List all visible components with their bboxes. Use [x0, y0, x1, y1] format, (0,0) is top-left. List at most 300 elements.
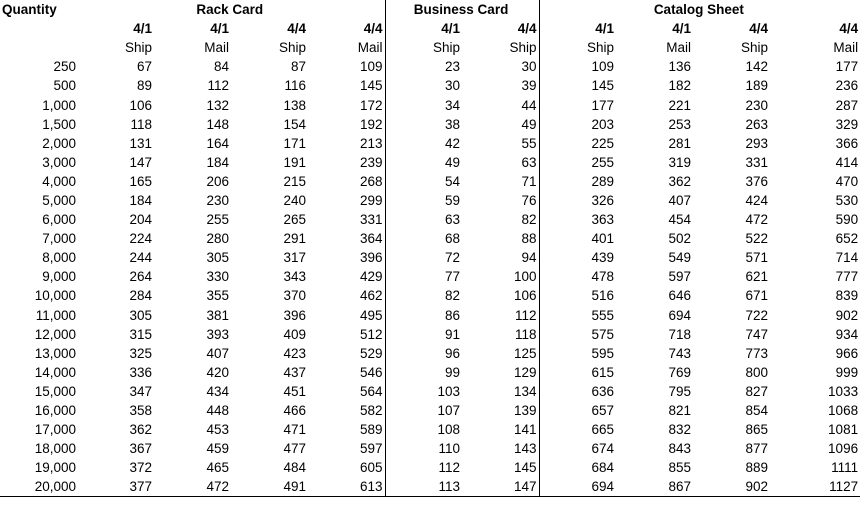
price-cell: 116 [284, 78, 306, 94]
price-cell: 453 [206, 422, 229, 438]
method-header: Ship [385, 38, 462, 57]
price-cell: 84 [213, 59, 229, 75]
price-cell: 164 [206, 135, 229, 151]
price-cell: 177 [539, 95, 616, 114]
price-cell: 777 [835, 269, 859, 285]
price-cell: 287 [835, 97, 859, 113]
price-cell: 966 [835, 345, 859, 361]
price-cell: 55 [521, 135, 537, 151]
price-cell: 358 [129, 403, 152, 419]
price-cell: 88 [521, 231, 537, 247]
price-cell: 265 [283, 212, 306, 228]
price-cell: 363 [539, 210, 616, 229]
price-cell: 206 [206, 173, 229, 189]
price-cell: 112 [207, 78, 229, 94]
method-header: Ship [539, 38, 616, 57]
table-row [0, 382, 860, 401]
price-cell: 549 [668, 250, 692, 266]
price-cell: 575 [539, 325, 616, 344]
quantity-cell: 6,000 [42, 212, 76, 228]
price-cell: 76 [521, 192, 537, 208]
price-cell: 177 [835, 59, 859, 75]
method-header: Ship [124, 40, 152, 56]
price-cell: 595 [539, 344, 616, 363]
price-cell: 106 [514, 288, 537, 304]
price-cell: 377 [77, 477, 154, 497]
quantity-cell: 3,000 [42, 154, 76, 170]
price-cell: 367 [129, 441, 152, 457]
price-cell: 546 [360, 364, 383, 380]
price-cell: 832 [668, 422, 692, 438]
price-cell: 191 [283, 154, 306, 170]
price-cell: 396 [360, 250, 383, 266]
quantity-cell: 13,000 [34, 345, 76, 361]
price-cell: 478 [539, 267, 616, 286]
quantity-cell: 4,000 [42, 173, 76, 189]
price-cell: 71 [521, 173, 537, 189]
price-cell: 472 [154, 477, 231, 497]
price-cell: 522 [745, 231, 769, 247]
group-header-business-card: Business Card [385, 0, 539, 19]
price-cell: 263 [745, 116, 769, 132]
price-cell: 63 [385, 210, 462, 229]
price-cell: 147 [129, 154, 152, 170]
price-cell: 30 [385, 76, 462, 95]
price-cell: 376 [745, 173, 769, 189]
color-header: 4/1 [210, 21, 229, 37]
quantity-cell: 16,000 [34, 403, 76, 419]
price-cell: 1033 [828, 383, 859, 399]
quantity-cell: 10,000 [34, 288, 76, 304]
price-cell: 477 [283, 441, 306, 457]
price-cell: 582 [360, 403, 383, 419]
table-row [0, 420, 860, 439]
price-cell: 325 [129, 345, 152, 361]
price-cell: 439 [539, 248, 616, 267]
price-cell: 118 [515, 326, 537, 342]
price-cell: 42 [385, 134, 462, 153]
price-cell: 555 [539, 306, 616, 325]
price-cell: 999 [835, 364, 859, 380]
table-row [0, 325, 860, 344]
price-cell: 299 [360, 192, 383, 208]
price-cell: 165 [129, 173, 152, 189]
price-cell: 407 [668, 192, 692, 208]
price-cell: 109 [539, 57, 616, 76]
method-header: Ship [741, 40, 769, 56]
price-cell: 77 [385, 267, 462, 286]
price-cell: 420 [206, 364, 229, 380]
price-cell: 125 [514, 345, 537, 361]
price-cell: 1081 [828, 422, 859, 438]
price-cell: 138 [283, 97, 306, 113]
price-cell: 204 [129, 212, 152, 228]
price-cell: 230 [206, 192, 229, 208]
price-cell: 665 [539, 420, 616, 439]
price-cell: 63 [521, 154, 537, 170]
price-cell: 284 [129, 288, 152, 304]
price-cell: 87 [290, 59, 306, 75]
color-header: 4/4 [363, 21, 383, 37]
price-cell: 94 [521, 250, 537, 266]
table-row [0, 267, 860, 286]
price-cell: 264 [129, 269, 152, 285]
price-cell: 902 [835, 307, 859, 323]
color-header: 4/1 [385, 19, 462, 38]
price-cell: 502 [668, 231, 692, 247]
quantity-cell: 5,000 [42, 192, 76, 208]
price-cell: 49 [385, 153, 462, 172]
quantity-cell: 12,000 [34, 326, 76, 342]
price-cell: 189 [745, 78, 769, 94]
price-cell: 23 [385, 57, 462, 76]
price-cell: 657 [539, 401, 616, 420]
group-header-rack-card: Rack Card [196, 2, 264, 18]
price-cell: 112 [385, 458, 462, 477]
price-cell: 429 [360, 269, 383, 285]
quantity-cell: 19,000 [34, 460, 76, 476]
price-cell: 72 [385, 248, 462, 267]
quantity-cell: 8,000 [42, 250, 76, 266]
method-header: Ship [509, 40, 537, 56]
price-cell: 331 [360, 212, 383, 228]
price-cell: 747 [745, 326, 769, 342]
price-cell: 684 [539, 458, 616, 477]
quantity-cell: 14,000 [34, 364, 76, 380]
price-cell: 230 [745, 97, 769, 113]
price-cell: 112 [515, 307, 537, 323]
quantity-cell: 250 [53, 59, 76, 75]
quantity-cell: 1,000 [42, 97, 76, 113]
price-cell: 109 [360, 59, 383, 75]
table-row [0, 153, 860, 172]
price-cell: 255 [539, 153, 616, 172]
quantity-cell: 500 [53, 78, 76, 94]
table-row [0, 172, 860, 191]
price-cell: 192 [360, 116, 383, 132]
color-header: 4/4 [517, 21, 537, 37]
price-cell: 34 [385, 95, 462, 114]
price-cell: 795 [668, 383, 692, 399]
price-cell: 184 [129, 192, 152, 208]
color-header: 4/1 [672, 21, 692, 37]
price-cell: 244 [129, 250, 152, 266]
price-cell: 347 [129, 383, 152, 399]
price-cell: 839 [835, 288, 859, 304]
table-row [0, 439, 860, 458]
price-cell: 366 [835, 135, 859, 151]
price-cell: 326 [539, 191, 616, 210]
price-cell: 401 [539, 229, 616, 248]
price-cell: 827 [745, 383, 769, 399]
price-cell: 89 [136, 78, 152, 94]
price-cell: 280 [206, 231, 229, 247]
price-cell: 451 [283, 383, 306, 399]
method-header: Mail [833, 40, 859, 56]
price-cell: 305 [129, 307, 152, 323]
price-cell: 225 [539, 134, 616, 153]
price-cell: 769 [668, 364, 692, 380]
price-cell: 184 [206, 154, 229, 170]
table-row [0, 229, 860, 248]
price-cell: 646 [668, 288, 692, 304]
price-cell: 141 [514, 422, 537, 438]
price-cell: 91 [385, 325, 462, 344]
price-cell: 118 [130, 116, 152, 132]
price-cell: 714 [835, 250, 859, 266]
price-cell: 590 [835, 212, 859, 228]
price-cell: 393 [206, 326, 229, 342]
color-header: 4/4 [839, 21, 859, 37]
table-row [0, 458, 860, 477]
price-cell: 530 [835, 192, 859, 208]
price-cell: 843 [668, 441, 692, 457]
price-cell: 462 [360, 288, 383, 304]
price-cell: 139 [514, 403, 537, 419]
price-cell: 143 [514, 441, 537, 457]
price-cell: 132 [206, 97, 229, 113]
price-cell: 448 [206, 403, 229, 419]
price-cell: 889 [745, 460, 769, 476]
table-row [0, 57, 860, 76]
table-row [0, 115, 860, 134]
price-cell: 86 [385, 306, 462, 325]
price-cell: 466 [283, 403, 306, 419]
table-row [0, 248, 860, 267]
price-cell: 68 [385, 229, 462, 248]
price-cell: 396 [283, 307, 306, 323]
price-cell: 147 [462, 477, 539, 497]
quantity-header: Quantity [2, 2, 57, 18]
price-cell: 255 [206, 212, 229, 228]
price-cell: 423 [283, 345, 306, 361]
price-cell: 305 [206, 250, 229, 266]
price-cell: 621 [745, 269, 769, 285]
price-cell: 293 [745, 135, 769, 151]
price-cell: 103 [385, 382, 462, 401]
table-row [0, 477, 860, 497]
price-cell: 317 [283, 250, 306, 266]
price-cell: 39 [521, 78, 537, 94]
price-cell: 1096 [828, 441, 859, 457]
price-cell: 145 [360, 78, 383, 94]
price-cell: 674 [539, 439, 616, 458]
price-cell: 343 [283, 269, 306, 285]
price-cell: 597 [668, 269, 692, 285]
price-cell: 99 [385, 363, 462, 382]
price-cell: 224 [129, 231, 152, 247]
price-cell: 319 [668, 154, 692, 170]
color-header-row [0, 19, 860, 38]
quantity-cell: 11,000 [35, 307, 76, 323]
table-row [0, 286, 860, 305]
price-cell: 108 [385, 420, 462, 439]
empty-cell [0, 19, 77, 38]
pricing-table-body [0, 57, 860, 497]
price-cell: 459 [206, 441, 229, 457]
price-cell: 491 [231, 477, 308, 497]
method-header: Ship [278, 40, 306, 56]
price-cell: 381 [206, 307, 229, 323]
price-cell: 1127 [770, 477, 860, 497]
price-cell: 59 [385, 191, 462, 210]
price-cell: 437 [283, 364, 306, 380]
price-cell: 512 [360, 326, 383, 342]
table-row [0, 134, 860, 153]
price-cell: 54 [385, 172, 462, 191]
price-cell: 203 [539, 115, 616, 134]
price-cell: 38 [385, 115, 462, 134]
price-cell: 142 [745, 59, 769, 75]
price-cell: 671 [745, 288, 769, 304]
price-cell: 372 [129, 460, 152, 476]
group-header-catalog-sheet: Catalog Sheet [539, 0, 860, 19]
quantity-cell: 1,500 [42, 116, 76, 132]
price-cell: 615 [539, 363, 616, 382]
price-cell: 414 [835, 154, 859, 170]
price-cell: 465 [206, 460, 229, 476]
price-cell: 67 [136, 59, 152, 75]
price-cell: 472 [745, 212, 769, 228]
quantity-cell: 20,000 [0, 477, 77, 497]
price-cell: 902 [693, 477, 770, 497]
price-cell: 370 [283, 288, 306, 304]
price-cell: 107 [385, 401, 462, 420]
table-row [0, 306, 860, 325]
price-cell: 221 [668, 97, 692, 113]
price-cell: 172 [360, 97, 383, 113]
price-cell: 362 [129, 422, 152, 438]
price-cell: 145 [539, 76, 616, 95]
table-row [0, 344, 860, 363]
quantity-cell: 9,000 [42, 269, 76, 285]
price-cell: 564 [360, 383, 383, 399]
price-cell: 213 [360, 135, 383, 151]
price-cell: 253 [668, 116, 692, 132]
price-cell: 589 [360, 422, 383, 438]
quantity-cell: 7,000 [42, 231, 76, 247]
price-cell: 145 [514, 460, 537, 476]
price-cell: 100 [514, 269, 537, 285]
quantity-cell: 15,000 [34, 383, 76, 399]
price-cell: 470 [835, 173, 859, 189]
table-row [0, 76, 860, 95]
color-header: 4/1 [133, 21, 152, 37]
price-cell: 516 [539, 286, 616, 305]
price-cell: 652 [835, 231, 859, 247]
price-cell: 110 [385, 439, 462, 458]
price-cell: 240 [283, 192, 306, 208]
price-cell: 291 [283, 231, 306, 247]
price-cell: 722 [745, 307, 769, 323]
price-cell: 182 [668, 78, 692, 94]
price-cell: 82 [521, 212, 537, 228]
table-row [0, 95, 860, 114]
price-cell: 821 [668, 403, 692, 419]
price-cell: 855 [668, 460, 692, 476]
price-cell: 289 [539, 172, 616, 191]
price-cell: 113 [385, 477, 462, 497]
price-cell: 315 [129, 326, 152, 342]
table-row [0, 191, 860, 210]
price-cell: 605 [360, 460, 383, 476]
empty-cell [0, 38, 77, 57]
price-cell: 409 [283, 326, 306, 342]
price-cell: 96 [385, 344, 462, 363]
price-cell: 336 [129, 364, 152, 380]
price-cell: 800 [745, 364, 769, 380]
method-header: Mail [666, 40, 692, 56]
price-cell: 30 [521, 59, 537, 75]
price-cell: 694 [539, 477, 616, 497]
price-cell: 854 [745, 403, 769, 419]
quantity-cell: 2,000 [42, 135, 76, 151]
price-cell: 454 [668, 212, 692, 228]
price-cell: 484 [283, 460, 306, 476]
price-cell: 329 [835, 116, 859, 132]
price-cell: 407 [206, 345, 229, 361]
price-cell: 281 [668, 135, 692, 151]
table-row [0, 210, 860, 229]
price-cell: 1068 [828, 403, 859, 419]
quantity-cell: 17,000 [34, 422, 76, 438]
price-cell: 355 [206, 288, 229, 304]
price-cell: 129 [514, 364, 537, 380]
price-cell: 877 [745, 441, 769, 457]
price-cell: 331 [745, 154, 769, 170]
method-header: Mail [357, 40, 383, 56]
price-cell: 148 [206, 116, 229, 132]
color-header: 4/4 [749, 21, 769, 37]
price-cell: 495 [360, 307, 383, 323]
group-header-row [0, 0, 860, 19]
price-cell: 694 [668, 307, 692, 323]
color-header: 4/4 [287, 21, 306, 37]
price-cell: 131 [129, 135, 152, 151]
price-cell: 134 [514, 383, 537, 399]
price-cell: 362 [668, 173, 692, 189]
price-cell: 743 [668, 345, 692, 361]
price-cell: 424 [745, 192, 769, 208]
price-cell: 773 [745, 345, 769, 361]
price-cell: 171 [283, 135, 306, 151]
price-cell: 239 [360, 154, 383, 170]
price-cell: 330 [206, 269, 229, 285]
method-header: Mail [204, 40, 229, 56]
price-cell: 865 [745, 422, 769, 438]
price-cell: 236 [835, 78, 859, 94]
price-cell: 571 [745, 250, 769, 266]
price-cell: 215 [283, 173, 306, 189]
price-cell: 434 [206, 383, 229, 399]
method-header-row [0, 38, 860, 57]
price-cell: 934 [835, 326, 859, 342]
price-cell: 1111 [831, 460, 859, 476]
price-cell: 154 [283, 116, 306, 132]
price-cell: 44 [521, 97, 537, 113]
price-cell: 636 [539, 382, 616, 401]
price-cell: 529 [360, 345, 383, 361]
price-cell: 471 [283, 422, 306, 438]
quantity-cell: 18,000 [34, 441, 76, 457]
price-cell: 364 [360, 231, 383, 247]
price-cell: 597 [360, 441, 383, 457]
price-cell: 268 [360, 173, 383, 189]
table-row [0, 401, 860, 420]
color-header: 4/1 [539, 19, 616, 38]
price-cell: 613 [308, 477, 385, 497]
price-cell: 867 [616, 477, 693, 497]
